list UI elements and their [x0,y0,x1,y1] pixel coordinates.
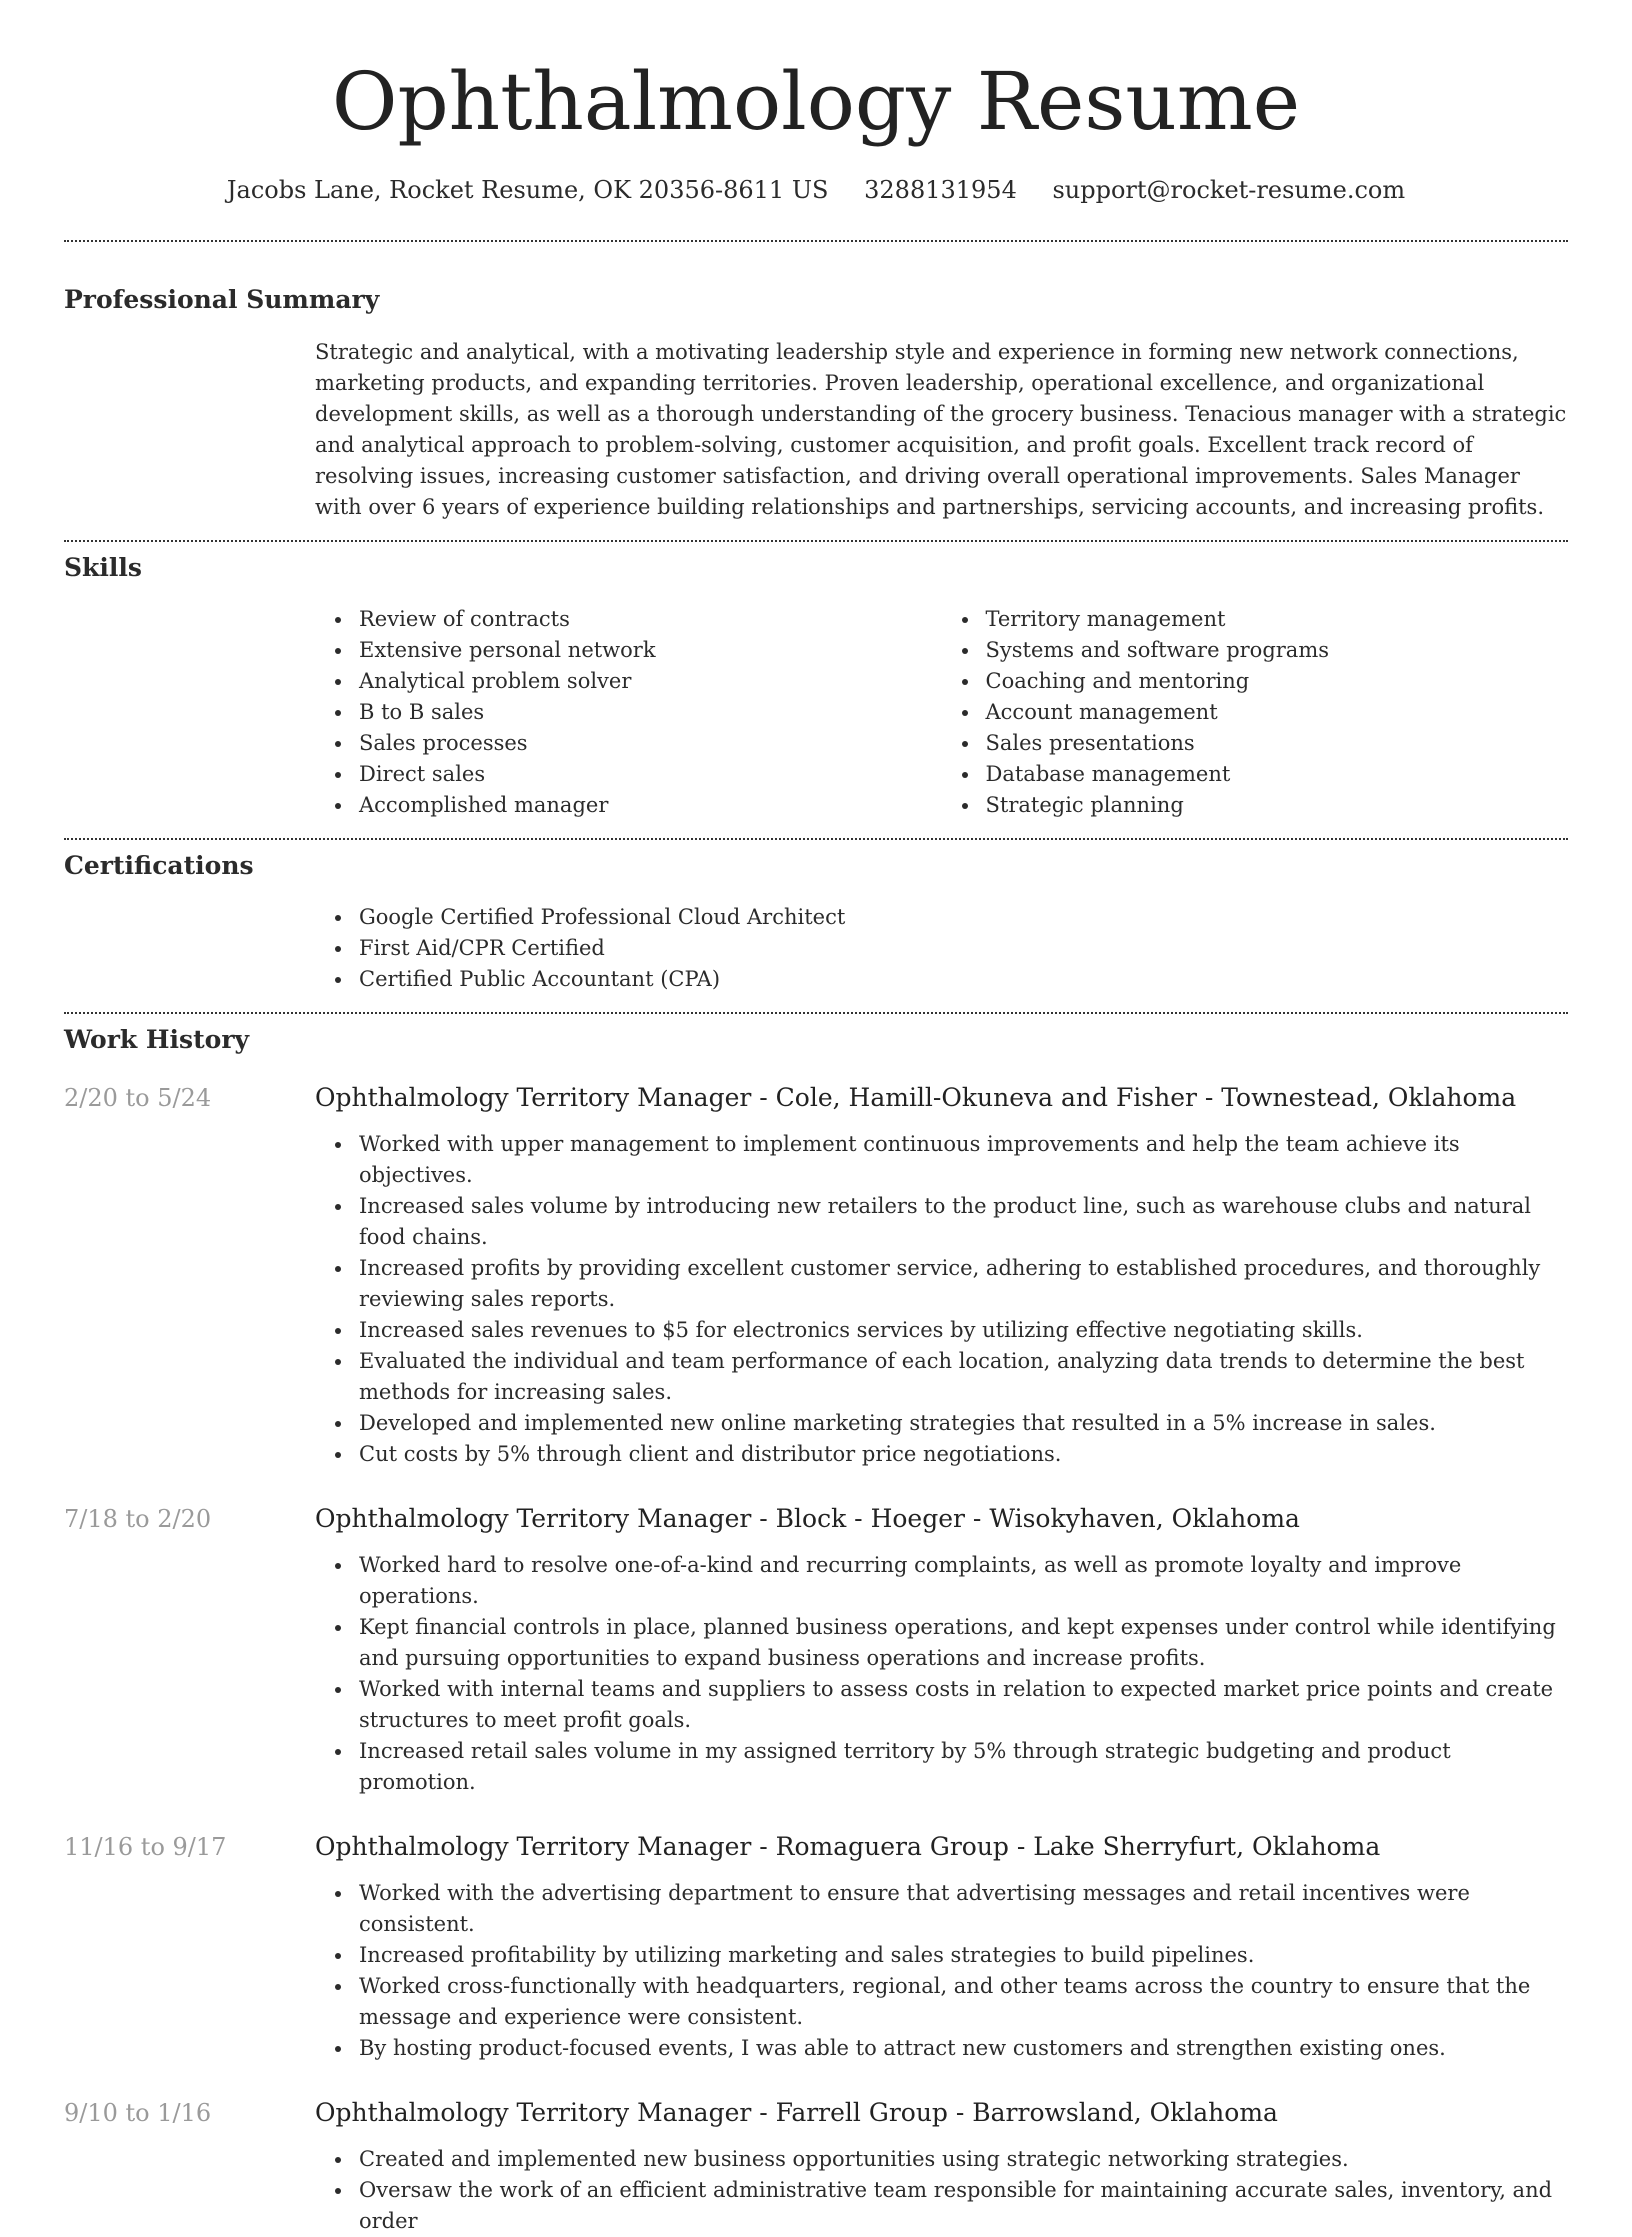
job-bullet: Developed and implemented new online marketing strategies that resulted in a 5% increase in sales. [359,1408,1568,1439]
job-bullets [315,1878,1568,2064]
job-body [315,2144,1568,2237]
skill-item: Account management [986,697,1569,728]
skill-item: Territory management [986,604,1569,635]
job-bullet: Worked with the advertising department to ensure that advertising messages and retail incentives were consistent. [359,1878,1568,1940]
job-title: Ophthalmology Territory Manager - Farrell Group - Barrowsland, Oklahoma [315,2098,1278,2127]
certification-item: First Aid/CPR Certified [359,933,1568,964]
job-bullet: Increased sales volume by introducing new retailers to the product line, such as warehouse clubs and natural food chains. [359,1191,1568,1253]
job-bullet: Worked with upper management to implement continuous improvements and help the team achieve its objectives. [359,1129,1568,1191]
job-bullet: Kept financial controls in place, planned business operations, and kept expenses under control while identifying and pursuing opportunities to expand business operations and increase profits. [359,1612,1568,1674]
job-dates: 7/18 to 2/20 [64,1505,212,1533]
work-history-heading: Work History [64,1025,250,1054]
resume-title: Ophthalmology Resume [331,55,1301,148]
job-title: Ophthalmology Territory Manager - Cole, Hamill-Okuneva and Fisher - Townestead, Oklahoma [315,1083,1517,1112]
job-title: Ophthalmology Territory Manager - Block - Hoeger - Wisokyhaven, Oklahoma [315,1504,1300,1533]
job-bullet: Evaluated the individual and team performance of each location, analyzing data trends to determine the best methods for increasing sales. [359,1346,1568,1408]
skill-item: B to B sales [359,697,942,728]
work-history-section [64,1023,1568,2237]
job-entry [64,1502,1568,1798]
job-bullet: By hosting product-focused events, I was able to attract new customers and strengthen existing ones. [359,2033,1568,2064]
job-bullet: Increased profits by providing excellent customer service, adhering to established procedures, and thoroughly reviewing sales reports. [359,1253,1568,1315]
skills-columns [315,604,1568,821]
job-body [315,1878,1568,2064]
summary-heading: Professional Summary [64,285,380,314]
resume-page [64,0,1568,2237]
section-divider [64,1012,1568,1014]
section-divider [64,838,1568,840]
section-divider [64,540,1568,542]
certification-item: Certified Public Accountant (CPA) [359,964,1568,995]
job-bullet: Increased profitability by utilizing marketing and sales strategies to build pipelines. [359,1940,1568,1971]
certifications-body [315,902,1568,995]
job-entry [64,1081,1568,1470]
job-bullet: Created and implemented new business opportunities using strategic networking strategies. [359,2144,1568,2175]
certifications-list [315,902,1568,995]
job-dates: 2/20 to 5/24 [64,1084,212,1112]
job-bullet: Oversaw the work of an efficient administrative team responsible for maintaining accurate sales, inventory, and order [359,2175,1568,2237]
skills-heading: Skills [64,553,142,582]
job-bullets [315,2144,1568,2237]
job-body [315,1550,1568,1798]
skill-item: Database management [986,759,1569,790]
job-title: Ophthalmology Territory Manager - Romaguera Group - Lake Sherryfurt, Oklahoma [315,1832,1381,1861]
skill-item: Extensive personal network [359,635,942,666]
section-divider [64,240,1568,242]
skill-item: Strategic planning [986,790,1569,821]
certifications-section [64,849,1568,995]
skills-list-right [942,604,1569,821]
job-dates: 9/10 to 1/16 [64,2099,212,2127]
summary-section [64,283,1568,523]
contact-address: Jacobs Lane, Rocket Resume, OK 20356-8611 US [226,176,829,204]
skill-item: Sales presentations [986,728,1569,759]
job-bullet: Worked hard to resolve one-of-a-kind and recurring complaints, as well as promote loyalty and improve operations. [359,1550,1568,1612]
skills-section [64,551,1568,821]
job-body [315,1129,1568,1470]
skill-item: Coaching and mentoring [986,666,1569,697]
skill-item: Systems and software programs [986,635,1569,666]
skill-item: Sales processes [359,728,942,759]
contact-email[interactable]: support@rocket-resume.com [1052,176,1406,204]
job-bullet: Worked cross-functionally with headquarters, regional, and other teams across the country to ensure that the message and experience were consistent. [359,1971,1568,2033]
skill-item: Accomplished manager [359,790,942,821]
certifications-heading: Certifications [64,851,254,880]
certification-item: Google Certified Professional Cloud Architect [359,902,1568,933]
job-bullet: Cut costs by 5% through client and distributor price negotiations. [359,1439,1568,1470]
job-dates: 11/16 to 9/17 [64,1833,227,1861]
job-bullets [315,1550,1568,1798]
contact-line [64,174,1568,206]
skill-item: Review of contracts [359,604,942,635]
job-entry [64,1830,1568,2064]
job-bullet: Worked with internal teams and suppliers to assess costs in relation to expected market price points and create structures to meet profit goals. [359,1674,1568,1736]
skills-list-left [315,604,942,821]
job-entry [64,2096,1568,2237]
job-bullet: Increased sales revenues to $5 for electronics services by utilizing effective negotiating skills. [359,1315,1568,1346]
skill-item: Analytical problem solver [359,666,942,697]
job-bullet: Increased retail sales volume in my assigned territory by 5% through strategic budgeting and product promotion. [359,1736,1568,1798]
summary-text: Strategic and analytical, with a motivating leadership style and experience in forming new network connections, marketing products, and expanding territories. Proven leadership, operational excellence, and organizational development skills, as well as a thorough understanding of the grocery business. Tenacious manager with a strategic and analytical approach to problem-solving, customer acquisition, and profit goals. Excellent track record of resolving issues, increasing customer satisfaction, and driving overall operational improvements. Sales Manager with over 6 years of experience building relationships and partnerships, servicing accounts, and increasing profits. [315,340,1567,519]
job-bullets [315,1129,1568,1470]
skill-item: Direct sales [359,759,942,790]
contact-phone: 3288131954 [864,176,1017,204]
